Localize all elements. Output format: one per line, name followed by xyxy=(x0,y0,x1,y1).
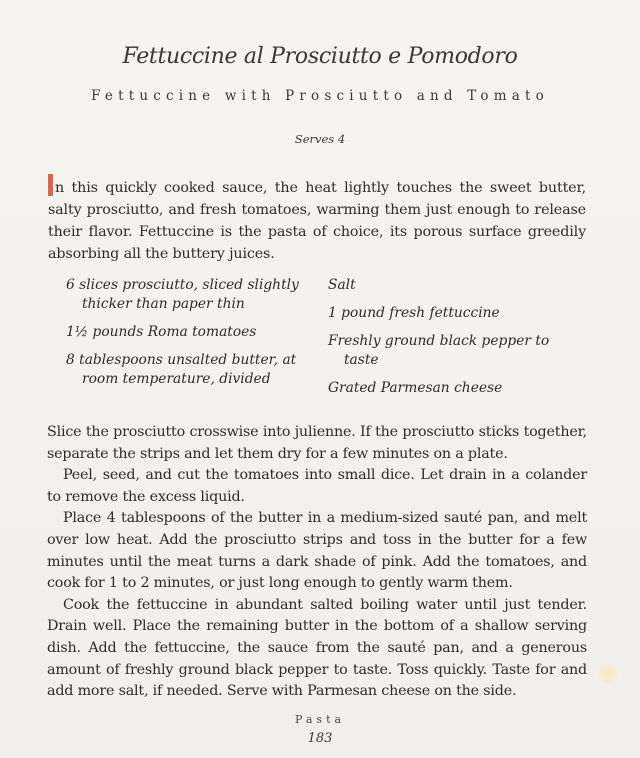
directions xyxy=(47,422,587,703)
direction-step: Peel, seed, and cut the tomatoes into small dice. Let drain in a colander to remove the excess liquid. xyxy=(47,467,587,505)
footer-section-name: Pasta xyxy=(294,713,346,726)
serves-count: Serves 4 xyxy=(294,132,346,146)
recipe-title: Fettuccine al Prosciutto e Pomodoro xyxy=(122,44,518,69)
page-number: 183 xyxy=(307,731,333,746)
direction-step: Slice the prosciutto crosswise into julienne. If the prosciutto sticks together, separate the strips and let them dry for a few minutes on a plate. xyxy=(47,424,587,462)
intro-text: n this quickly cooked sauce, the heat lightly touches the sweet butter, salty prosciutto, and fresh tomatoes, warming them just enough to release their flavor. Fettuccine is the pasta of choice, its porous surface greedily absorbing all the buttery juices. xyxy=(48,180,586,262)
ingredients-column-right xyxy=(328,276,578,407)
direction-step: Place 4 tablespoons of the butter in a medium-sized sauté pan, and melt over low heat. Add the prosciutto strips and toss in the butter for a few minutes until the meat turns a dark shade of pink. Add the tomatoes, and cook for 1 to 2 minutes, or just long enough to gently warm them. xyxy=(47,510,587,592)
ingredient-item: Freshly ground black pepper to taste xyxy=(328,333,550,368)
ingredient-item: Grated Parmesan cheese xyxy=(328,380,503,396)
dropcap-bar xyxy=(48,174,53,196)
paper-stain xyxy=(598,664,618,684)
ingredient-item: 1 pound fresh fettuccine xyxy=(328,305,500,321)
ingredients-column-left xyxy=(66,276,316,398)
ingredient-item: 8 tablespoons unsalted butter, at room temperature, divided xyxy=(66,352,297,387)
recipe-subtitle: Fettuccine with Prosciutto and Tomato xyxy=(91,88,549,104)
intro-paragraph xyxy=(48,174,586,265)
ingredient-item: Salt xyxy=(328,277,356,293)
ingredient-item: 1½ pounds Roma tomatoes xyxy=(66,324,257,340)
ingredient-item: 6 slices prosciutto, sliced slightly thicker than paper thin xyxy=(66,277,299,312)
direction-step: Cook the fettuccine in abundant salted boiling water until just tender. Drain well. Place the remaining butter in the bottom of a shallow serving dish. Add the fettuccine, the sauce from the sauté pan, and a generous amount of freshly ground black pepper to taste. Toss quickly. Taste for and add more salt, if needed. Serve with Parmesan cheese on the side. xyxy=(47,596,587,700)
